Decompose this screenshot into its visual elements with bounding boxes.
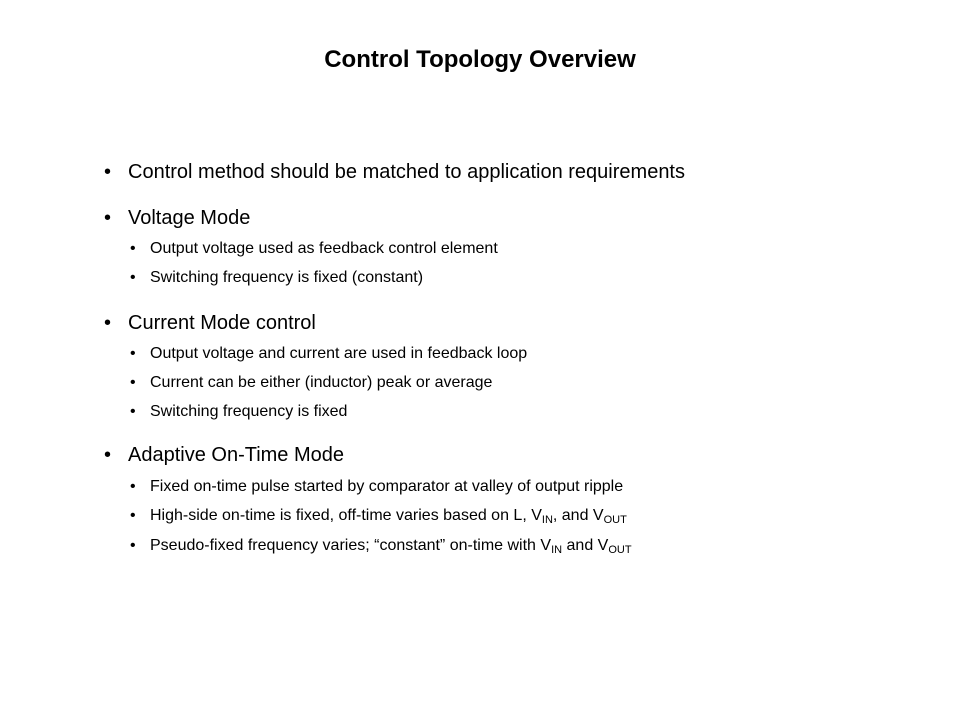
subscript-in: IN (551, 544, 563, 556)
slide-title: Control Topology Overview (324, 46, 636, 73)
bullet-icon: • (130, 537, 136, 554)
text-fragment: High-side on-time is fixed, off-time varies based on L, V (150, 507, 542, 524)
subscript-out: OUT (608, 544, 632, 556)
bullet-icon: • (104, 444, 112, 466)
bullet-icon: • (130, 240, 136, 257)
text-fragment: and V (562, 537, 609, 554)
bullet-icon: • (130, 345, 136, 362)
bullet-text: Current Mode control (128, 312, 316, 334)
bullet-icon: • (130, 403, 136, 420)
bullet-text: Fixed on-time pulse started by comparator at valley of output ripple (150, 478, 624, 495)
bullet-icon: • (130, 478, 136, 495)
text-fragment: Pseudo-fixed frequency varies; “constant” on-time with V (150, 537, 552, 554)
bullet-icon: • (104, 207, 112, 229)
bullet-text: Control method should be matched to application requirements (128, 161, 685, 183)
subscript-in: IN (541, 514, 553, 526)
bullet-icon: • (130, 507, 136, 524)
bullet-icon: • (104, 312, 112, 334)
subscript-out: OUT (603, 514, 627, 526)
bullet-icon: • (130, 374, 136, 391)
text-fragment: , and V (552, 507, 604, 524)
bullet-text: Switching frequency is fixed (150, 403, 348, 420)
bullet-text: Output voltage and current are used in feedback loop (150, 345, 528, 362)
bullet-text: Current can be either (inductor) peak or average (150, 374, 493, 391)
bullet-text: Adaptive On-Time Mode (128, 444, 345, 466)
bullet-text: Switching frequency is fixed (constant) (150, 269, 424, 286)
bullet-text: Output voltage used as feedback control element (150, 240, 498, 257)
bullet-text: Voltage Mode (128, 207, 251, 229)
bullet-text (150, 506, 627, 526)
bullet-icon: • (104, 161, 112, 183)
bullet-icon: • (130, 269, 136, 286)
bullet-text (150, 536, 632, 556)
